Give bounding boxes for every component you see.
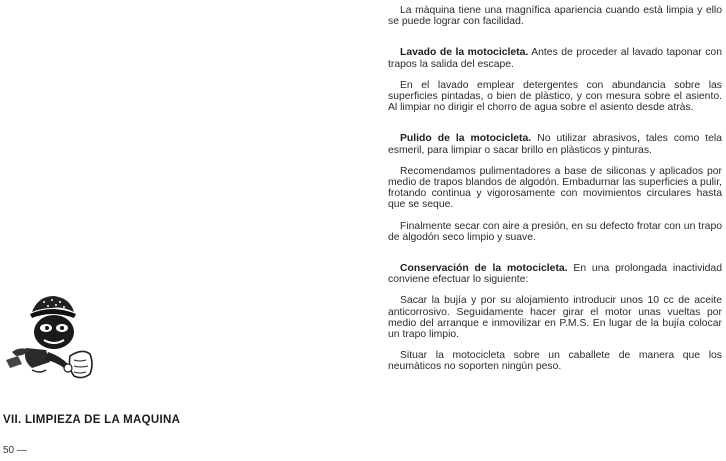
polishing-title: Pulido de la motocicleta. <box>400 133 532 145</box>
section-heading: VII. LIMPIEZA DE LA MAQUINA <box>3 414 181 426</box>
washing-body: Antes de proceder al lavado taponar con trapos la salida del escape. <box>388 47 722 70</box>
paragraph-stand: Situar la motocicleta sobre un caballete de manera que los neumàticos no soporten ningún peso. <box>388 350 722 373</box>
paragraph-spark-plug: Sacar la bujía y por su alojamiento introducir unos 10 cc de aceite anticorrosivo. Seguidamente hacer girar el motor unas vueltas por medio del arranque e inmovilizar en P.M.S. En lugar de la bujía colocar un trapo limpio. <box>388 295 722 341</box>
storage-body: En una prolongada inactividad conviene efectuar lo siguiente: <box>388 263 722 286</box>
paragraph-polishers: Recomendamos pulimentadores a base de siliconas y aplicados por medio de trapos blandos de algodón. Embadurnar las superficies a pulir, frotando continua y vigorosamente con movimientos circulares hasta que se seque. <box>388 165 722 211</box>
paragraph-polishing <box>388 133 722 155</box>
right-column-text <box>388 5 722 373</box>
paragraph-intro: La màquina tiene una magnífica apariencia cuando està limpia y ello se puede lograr con facilidad. <box>388 5 722 28</box>
washing-title: Lavado de la motocicleta. <box>400 47 529 59</box>
polishing-body: No utilizar abrasivos, tales como tela esmeril, para limpiar o sacar brillo en plàsticos y pinturas. <box>388 133 722 156</box>
paragraph-storage <box>388 263 722 285</box>
cleaning-character-illustration <box>2 290 120 386</box>
paragraph-detergents: En el lavado emplear detergentes con abundancia sobre las superficies pintadas, o bien de plàstico, y con mesura sobre el asiento. Al limpiar no dirigir el chorro de agua sobre el asiento desde atràs. <box>388 79 722 114</box>
page-number: 50 — <box>3 445 27 456</box>
storage-title: Conservación de la motocicleta. <box>400 263 568 275</box>
paragraph-drying: Finalmente secar con aire a presión, en su defecto frotar con un trapo de algodón seco limpio y suave. <box>388 220 722 243</box>
paragraph-washing <box>388 47 722 69</box>
